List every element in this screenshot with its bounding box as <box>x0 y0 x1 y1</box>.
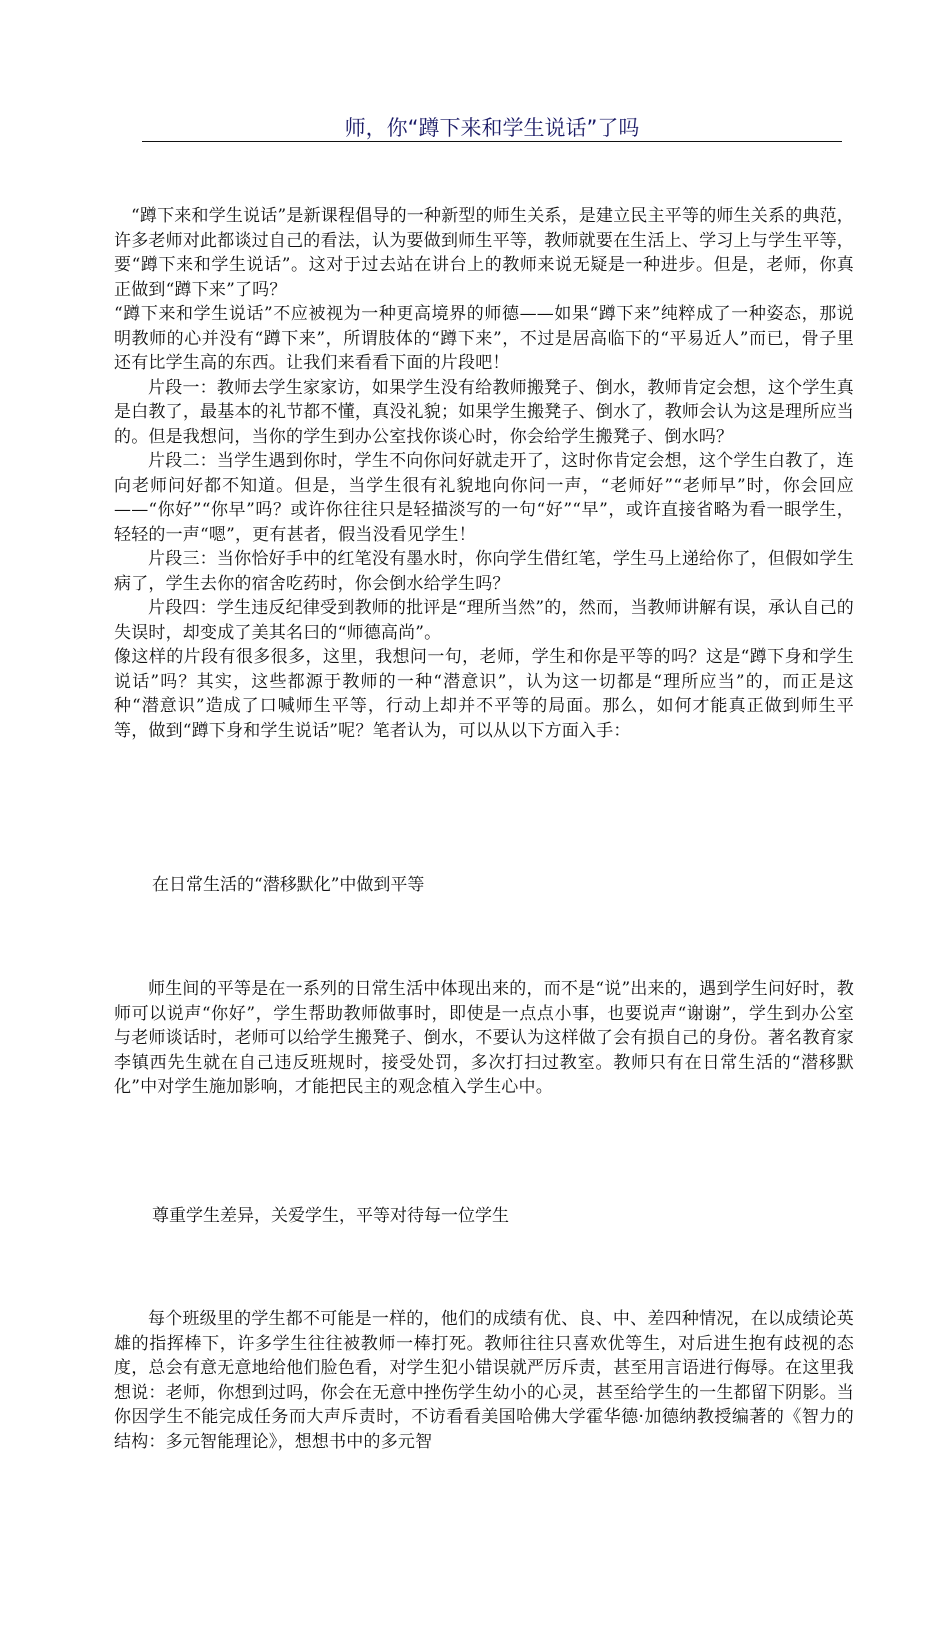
section-1-body <box>114 977 854 1100</box>
intro-section <box>114 204 854 743</box>
intro-conclusion: 像这样的片段有很多很多，这里，我想问一句，老师，学生和你是平等的吗？这是“蹲下身和学生说话”吗？其实，这些都源于教师的一种“潜意识”，认为这一切都是“理所应当”的，而正是这种“潜意识”造成了口喊师生平等，行动上却并不平等的局面。那么，如何才能真正做到师生平等，做到“蹲下身和学生说话”呢？笔者认为，可以从以下方面入手： <box>114 647 854 741</box>
section-heading-1: 在日常生活的“潜移默化”中做到平等 <box>152 875 425 895</box>
excerpt-four: 片段四：学生违反纪律受到教师的批评是“理所当然”的，然而，当教师讲解有误，承认自己的失误时，却变成了美其名曰的“师德高尚”。 <box>114 598 854 643</box>
excerpt-three: 片段三：当你恰好手中的红笔没有墨水时，你向学生借红笔，学生马上递给你了，但假如学生病了，学生去你的宿舍吃药时，你会倒水给学生吗？ <box>114 549 854 594</box>
intro-paragraph-2: “蹲下来和学生说话”不应被视为一种更高境界的师德——如果“蹲下来”纯粹成了一种姿态，那说明教师的心并没有“蹲下来”，所谓肢体的“蹲下来”，不过是居高临下的“平易近人”而已，骨子里还有比学生高的东西。让我们来看看下面的片段吧！ <box>114 304 854 373</box>
excerpt-one: 片段一：教师去学生家家访，如果学生没有给教师搬凳子、倒水，教师肯定会想，这个学生真是白教了，最基本的礼节都不懂，真没礼貌；如果学生搬凳子、倒水了，教师会认为这是理所应当的。但是我想问，当你的学生到办公室找你谈心时，你会给学生搬凳子、倒水吗？ <box>114 377 854 447</box>
section-1-paragraph: 师生间的平等是在一系列的日常生活中体现出来的，而不是“说”出来的，遇到学生问好时，教师可以说声“你好”，学生帮助教师做事时，即使是一点点小事，也要说声“谢谢”，学生到办公室与老师谈话时，老师可以给学生搬凳子、倒水，不要认为这样做了会有损自己的身份。著名教育家李镇西先生就在自己违反班规时，接受处罚，多次打扫过教室。教师只有在日常生活的“潜移默化”中对学生施加影响，才能把民主的观念植入学生心中。 <box>114 979 854 1097</box>
section-2-body <box>114 1307 854 1454</box>
excerpt-two: 片段二：当学生遇到你时，学生不向你问好就走开了，这时你肯定会想，这个学生白教了，连向老师问好都不知道。但是，当学生很有礼貌地向你问一声，“老师好”“老师早”时，你会回应——“你好”“你早”吗？或许你往往只是轻描淡写的一句“好”“早”，或许直接省略为看一眼学生，轻轻的一声“嗯”，更有甚者，假当没看见学生！ <box>114 451 854 545</box>
section-heading-2: 尊重学生差异，关爱学生，平等对待每一位学生 <box>152 1206 509 1226</box>
title-container <box>142 114 842 142</box>
title-underline <box>142 141 842 142</box>
intro-paragraph-1: “蹲下来和学生说话”是新课程倡导的一种新型的师生关系，是建立民主平等的师生关系的典范，许多老师对此都谈过自己的看法，认为要做到师生平等，教师就要在生活上、学习上与学生平等，要“蹲下来和学生说话”。这对于过去站在讲台上的教师来说无疑是一种进步。但是，老师，你真正做到“蹲下来”了吗？ <box>114 206 854 300</box>
page-title: 师，你“蹲下来和学生说话”了吗 <box>344 116 640 140</box>
section-2-paragraph: 每个班级里的学生都不可能是一样的，他们的成绩有优、良、中、差四种情况，在以成绩论英雄的指挥棒下，许多学生往往被教师一棒打死。教师往往只喜欢优等生，对后进生抱有歧视的态度，总会有意无意地给他们脸色看，对学生犯小错误就严厉斥责，甚至用言语进行侮辱。在这里我想说：老师，你想到过吗，你会在无意中挫伤学生幼小的心灵，甚至给学生的一生都留下阴影。当你因学生不能完成任务而大声斥责时，不访看看美国哈佛大学霍华德·加德纳教授编著的《智力的结构：多元智能理论》，想想书中的多元智 <box>114 1309 854 1452</box>
